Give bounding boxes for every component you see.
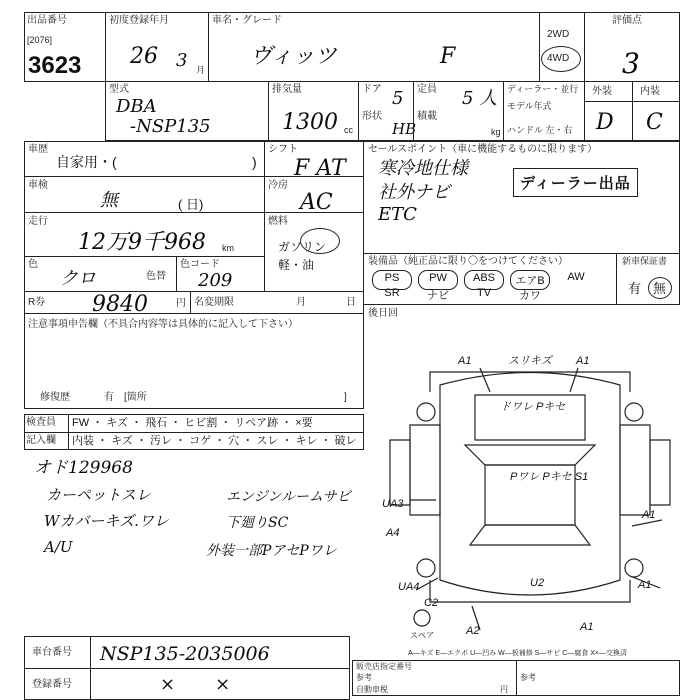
drive-4wd: 4WD: [547, 53, 570, 64]
repair-close: ]: [344, 392, 347, 403]
reg-label: 登録番号: [32, 679, 72, 690]
month-unit: 月: [196, 65, 206, 75]
divider: [616, 253, 617, 305]
type-close: ): [252, 154, 257, 170]
label-left-upper: UA3: [382, 498, 404, 510]
type-value: 自家用・(: [56, 154, 117, 170]
drive-2wd: 2WD: [547, 29, 570, 40]
divider: [413, 81, 414, 141]
right-door-outer: [650, 440, 670, 505]
score-label: 評価点: [612, 15, 642, 26]
equipment-row-2: [372, 286, 550, 304]
repair-place: [箇所: [124, 392, 147, 403]
divider: [358, 81, 359, 141]
dealer-model-label: ディーラー・並行: [507, 84, 579, 94]
capacity-label: 定員: [417, 84, 437, 95]
inspection-value: 無: [100, 190, 118, 211]
equipment-item: PS: [372, 270, 412, 290]
recycle-label: R券: [28, 297, 46, 308]
repair-label: 修復歴: [40, 392, 70, 403]
label-roof-note: Pワレ Pキセ S1: [510, 471, 589, 483]
label-top-scratch: スリキズ: [508, 355, 552, 367]
equipment-item: ナビ: [427, 290, 449, 302]
inspector-row-2: 内装 ・ キズ ・ 汚レ ・ コゲ ・ 穴 ・ スレ ・ キレ ・ 破レ: [72, 435, 357, 447]
inspector-label-1: 検査員: [26, 417, 56, 428]
period-day: 日: [346, 297, 356, 308]
model-prefix: DBA: [116, 96, 157, 117]
label-right-lower: A1: [638, 579, 652, 591]
load-label: 積載: [417, 111, 437, 122]
inspection-label: 車検: [28, 180, 48, 191]
ac: AC: [300, 190, 333, 215]
tax-label: 自動車税: [356, 685, 388, 694]
color-change-label: 色替: [146, 271, 166, 282]
warranty-none: 無: [653, 281, 667, 296]
divider: [268, 81, 269, 141]
warranty-have: 有: [628, 281, 642, 296]
divider: [264, 141, 265, 291]
divider: [24, 432, 364, 433]
model-name-label: 車名・グレード: [212, 15, 282, 26]
front-bumper: [430, 372, 630, 392]
kg-unit: kg: [491, 127, 501, 137]
windshield: [465, 445, 595, 465]
sales-title: セールスポイント（車に機能するものに限ります）: [368, 144, 598, 155]
label-top-a1-right: A1: [576, 355, 590, 367]
spare-wheel: [414, 610, 430, 626]
exterior-label: 外装: [592, 86, 612, 97]
rear-right-wheel: [625, 559, 643, 577]
chassis-number: NSP135-2035006: [100, 643, 270, 665]
interior-label: 内装: [640, 86, 660, 97]
sales-line1: 寒冷地仕様: [378, 158, 468, 179]
car-damage-diagram: [370, 340, 690, 640]
note-engine: エンジンルームサビ: [226, 489, 351, 505]
rear-seat-label: 後日回: [368, 308, 398, 319]
inspection-suffix: ( 日): [178, 197, 204, 212]
warranty-none-circle: [648, 277, 672, 299]
note-carpet: カーペットスレ: [46, 486, 151, 504]
divider: [176, 256, 177, 291]
fuel-label: 燃料: [268, 216, 288, 227]
equipment-item: エアB: [510, 270, 550, 290]
divider: [24, 668, 350, 669]
dealer-badge: ディーラー出品: [513, 168, 638, 197]
note-under: 下廻りSC: [226, 515, 289, 531]
tax-yen: 円: [500, 685, 508, 694]
equipment-item: ABS: [464, 270, 504, 290]
sales-line2: 社外ナビ: [378, 182, 450, 203]
interior-grade: C: [646, 110, 663, 135]
model-code: -NSP135: [130, 116, 211, 137]
shift: F AT: [294, 156, 346, 181]
model-name: ヴィッツ: [250, 44, 337, 69]
repair-have: 有: [104, 392, 114, 403]
warranty-label: 新車保証書: [622, 256, 668, 266]
grade: F: [440, 44, 456, 69]
rear-left-wheel: [417, 559, 435, 577]
dealer-number-label: 販売店指定番号: [356, 662, 412, 671]
equipment-item: SR: [384, 287, 400, 299]
front-right-wheel: [625, 403, 643, 421]
divider: [190, 291, 191, 314]
model-type-label: 型式: [109, 84, 129, 95]
model-year-label: モデル年式: [507, 101, 552, 111]
lot-number: 3623: [28, 52, 82, 79]
type-label: 車歴: [28, 144, 48, 155]
notes-title: 注意事項申告欄（不具合内容等は具体的に記入して下さい）: [28, 319, 298, 330]
recycle-amount: 9840: [92, 292, 148, 317]
door-label: ドア: [362, 84, 382, 95]
left-side-panel: [410, 425, 440, 515]
displacement: 1300: [282, 110, 338, 135]
note-au: A/U: [44, 538, 73, 556]
left-door-outer: [390, 440, 410, 505]
shift-label: シフト: [268, 144, 298, 155]
fuel-selected-circle: [300, 228, 340, 254]
shape: HB: [392, 120, 417, 138]
front-left-wheel: [417, 403, 435, 421]
label-rear-mid: U2: [530, 577, 545, 589]
color: クロ: [60, 268, 96, 289]
note-odo: オド129968: [34, 458, 133, 478]
right-side-panel: [620, 425, 650, 515]
note-exterior: 外装一部PアセPワレ: [206, 543, 337, 559]
mileage: 12万9千968: [78, 230, 206, 255]
divider: [584, 101, 680, 102]
divider: [24, 256, 264, 257]
reg-year: 26: [130, 44, 158, 69]
rear-window: [470, 525, 590, 545]
equipment-item: PW: [418, 270, 458, 290]
label-front-note: ドワレ Pキセ: [500, 401, 566, 413]
capacity: 5 人: [462, 88, 498, 109]
equipment-item: TV: [476, 287, 492, 299]
label-right-upper: A1: [642, 509, 656, 521]
equipment-item: AW: [567, 271, 585, 283]
displacement-label: 排気量: [272, 84, 302, 95]
equipment-item: カワ: [519, 290, 541, 302]
remark-label-2: 参考: [520, 673, 536, 682]
label-rear-bottom-right: A1: [580, 621, 594, 633]
score: 3: [622, 47, 640, 80]
damage-legend: A—キズ E—エクボ U—凹み W—板補修 S—サビ C—腐食 X×—交換済: [408, 650, 628, 657]
exterior-grade: D: [596, 110, 614, 135]
sales-line3: ETC: [378, 204, 417, 225]
color-label: 色: [28, 259, 38, 270]
fuel-options: ガソリン 軽・油: [278, 240, 327, 272]
period-label: 名変期限: [194, 297, 234, 308]
divider: [503, 81, 504, 141]
doors: 5: [392, 88, 404, 109]
remark-label: 参考: [356, 673, 372, 682]
label-rear-left-2: C2: [424, 597, 439, 609]
shape-label: 形状: [362, 111, 382, 122]
label-rear-left-1: UA4: [398, 581, 420, 593]
mileage-label: 走行: [28, 216, 48, 227]
cc-unit: cc: [344, 125, 353, 135]
ac-label: 冷房: [268, 180, 288, 191]
color-code-label: 色コード: [180, 259, 220, 270]
yen-unit: 円: [176, 298, 186, 309]
km-unit: km: [222, 243, 234, 253]
first-reg-label: 初度登録年月: [109, 15, 169, 26]
divider: [632, 81, 633, 141]
period-month: 月: [296, 297, 306, 308]
lot-label: 出品番号: [27, 15, 67, 26]
label-rear-bottom-left: A2: [466, 625, 480, 637]
label-spare: スペア: [410, 631, 434, 640]
label-left-mid: A4: [386, 527, 400, 539]
color-code: 209: [198, 270, 233, 291]
reg-marks: × ×: [160, 674, 231, 695]
lot-sub: [2076]: [27, 35, 53, 45]
equipment-title: 装備品（純正品に限り〇をつけてください）: [368, 256, 568, 267]
divider: [24, 291, 364, 292]
inspector-row-1: FW ・ キズ ・ 飛石 ・ ヒビ割 ・ リペア跡 ・ ×要: [72, 417, 313, 429]
inspector-label-2: 記入欄: [26, 435, 56, 446]
label-top-a1-left: A1: [458, 355, 472, 367]
divider: [516, 660, 517, 696]
reg-month: 3: [176, 50, 188, 71]
note-wiper: Wカバーキズ.ワレ: [44, 512, 169, 530]
handle-label: ハンドル 左・右: [507, 125, 573, 135]
chassis-label: 車台番号: [32, 647, 72, 658]
